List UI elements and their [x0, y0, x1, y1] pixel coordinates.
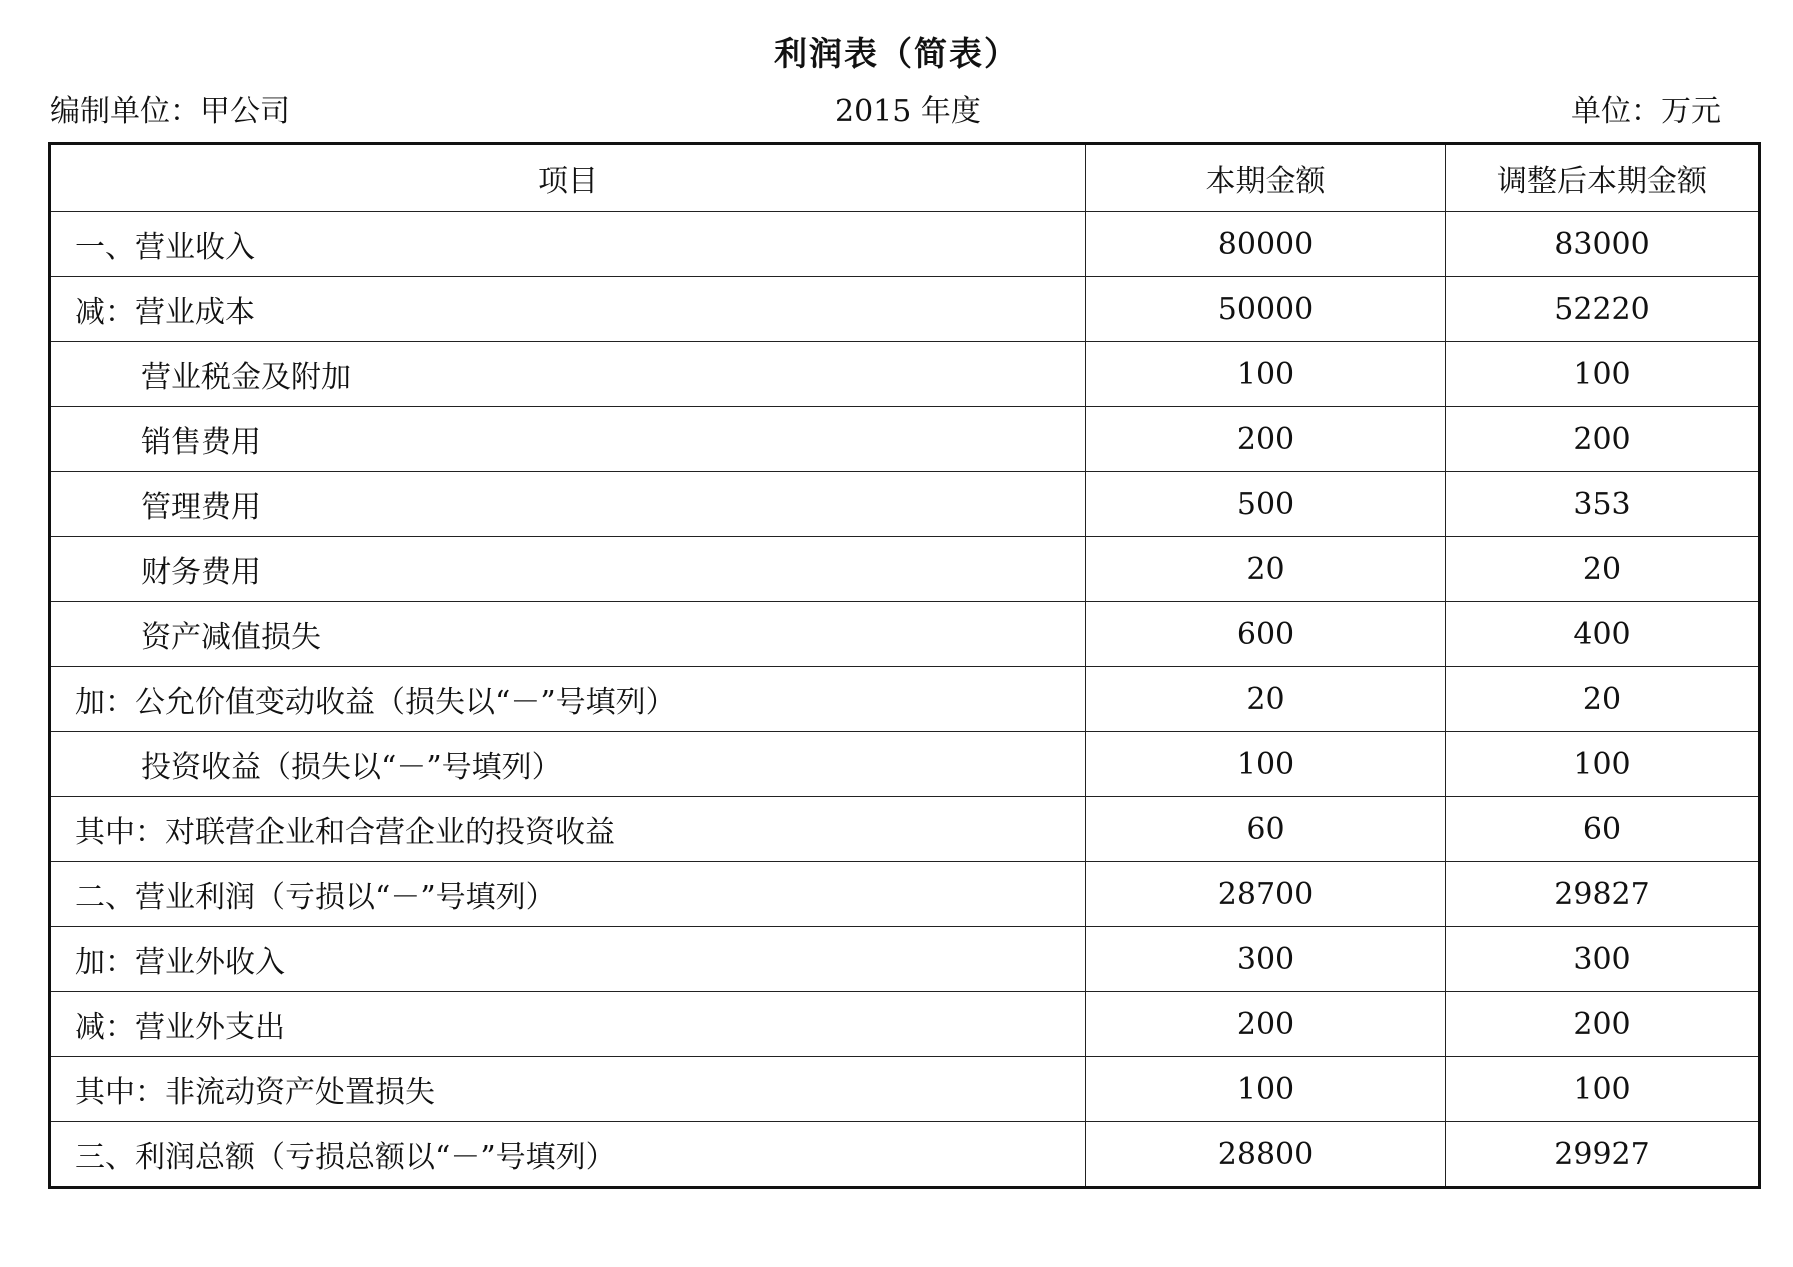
row-item-label: 资产减值损失 — [50, 602, 1086, 667]
table-row — [50, 1122, 1760, 1188]
row-current-amount: 500 — [1086, 472, 1446, 537]
row-current-amount: 80000 — [1086, 212, 1446, 277]
row-item-label: 加：公允价值变动收益（损失以“－”号填列） — [50, 667, 1086, 732]
unit-label: 单位：万元 — [1571, 94, 1721, 129]
table-row — [50, 992, 1760, 1057]
table-row — [50, 407, 1760, 472]
row-item-label: 减：营业成本 — [50, 277, 1086, 342]
row-current-amount: 100 — [1086, 1057, 1446, 1122]
row-adjusted-amount: 60 — [1446, 797, 1760, 862]
table-row — [50, 537, 1760, 602]
row-adjusted-amount: 20 — [1446, 667, 1760, 732]
row-adjusted-amount: 83000 — [1446, 212, 1760, 277]
table-row — [50, 602, 1760, 667]
row-item-label: 财务费用 — [50, 537, 1086, 602]
row-current-amount: 60 — [1086, 797, 1446, 862]
table-row — [50, 862, 1760, 927]
row-adjusted-amount: 300 — [1446, 927, 1760, 992]
row-adjusted-amount: 29927 — [1446, 1122, 1760, 1188]
income-statement-table — [48, 142, 1761, 1189]
table-row — [50, 1057, 1760, 1122]
table-body — [50, 212, 1760, 1188]
row-adjusted-amount: 100 — [1446, 1057, 1760, 1122]
row-adjusted-amount: 100 — [1446, 342, 1760, 407]
row-current-amount: 20 — [1086, 667, 1446, 732]
row-adjusted-amount: 353 — [1446, 472, 1760, 537]
row-adjusted-amount: 20 — [1446, 537, 1760, 602]
column-header-current: 本期金额 — [1086, 144, 1446, 212]
table-row — [50, 667, 1760, 732]
row-adjusted-amount: 100 — [1446, 732, 1760, 797]
table-row — [50, 927, 1760, 992]
row-current-amount: 100 — [1086, 732, 1446, 797]
table-row — [50, 277, 1760, 342]
table-row — [50, 472, 1760, 537]
row-current-amount: 200 — [1086, 407, 1446, 472]
table-header-row — [50, 144, 1760, 212]
row-item-label: 其中：对联营企业和合营企业的投资收益 — [50, 797, 1086, 862]
row-item-label: 营业税金及附加 — [50, 342, 1086, 407]
row-current-amount: 50000 — [1086, 277, 1446, 342]
row-item-label: 加：营业外收入 — [50, 927, 1086, 992]
row-item-label: 减：营业外支出 — [50, 992, 1086, 1057]
column-header-item: 项目 — [50, 144, 1086, 212]
table-row — [50, 342, 1760, 407]
row-item-label: 投资收益（损失以“－”号填列） — [50, 732, 1086, 797]
row-item-label: 一、营业收入 — [50, 212, 1086, 277]
row-current-amount: 300 — [1086, 927, 1446, 992]
row-adjusted-amount: 200 — [1446, 407, 1760, 472]
row-adjusted-amount: 400 — [1446, 602, 1760, 667]
row-current-amount: 28800 — [1086, 1122, 1446, 1188]
row-item-label: 二、营业利润（亏损以“－”号填列） — [50, 862, 1086, 927]
table-row — [50, 732, 1760, 797]
row-current-amount: 20 — [1086, 537, 1446, 602]
preparer-label: 编制单位：甲公司 — [50, 94, 290, 129]
row-item-label: 销售费用 — [50, 407, 1086, 472]
table-row — [50, 212, 1760, 277]
row-adjusted-amount: 29827 — [1446, 862, 1760, 927]
table-row — [50, 797, 1760, 862]
row-current-amount: 600 — [1086, 602, 1446, 667]
row-item-label: 三、利润总额（亏损总额以“－”号填列） — [50, 1122, 1086, 1188]
row-item-label: 其中：非流动资产处置损失 — [50, 1057, 1086, 1122]
row-item-label: 管理费用 — [50, 472, 1086, 537]
row-current-amount: 200 — [1086, 992, 1446, 1057]
report-title: 利润表（简表） — [774, 34, 1019, 73]
column-header-adjusted: 调整后本期金额 — [1446, 144, 1760, 212]
row-adjusted-amount: 52220 — [1446, 277, 1760, 342]
row-adjusted-amount: 200 — [1446, 992, 1760, 1057]
row-current-amount: 28700 — [1086, 862, 1446, 927]
row-current-amount: 100 — [1086, 342, 1446, 407]
period-label: 2015 年度 — [835, 94, 981, 129]
